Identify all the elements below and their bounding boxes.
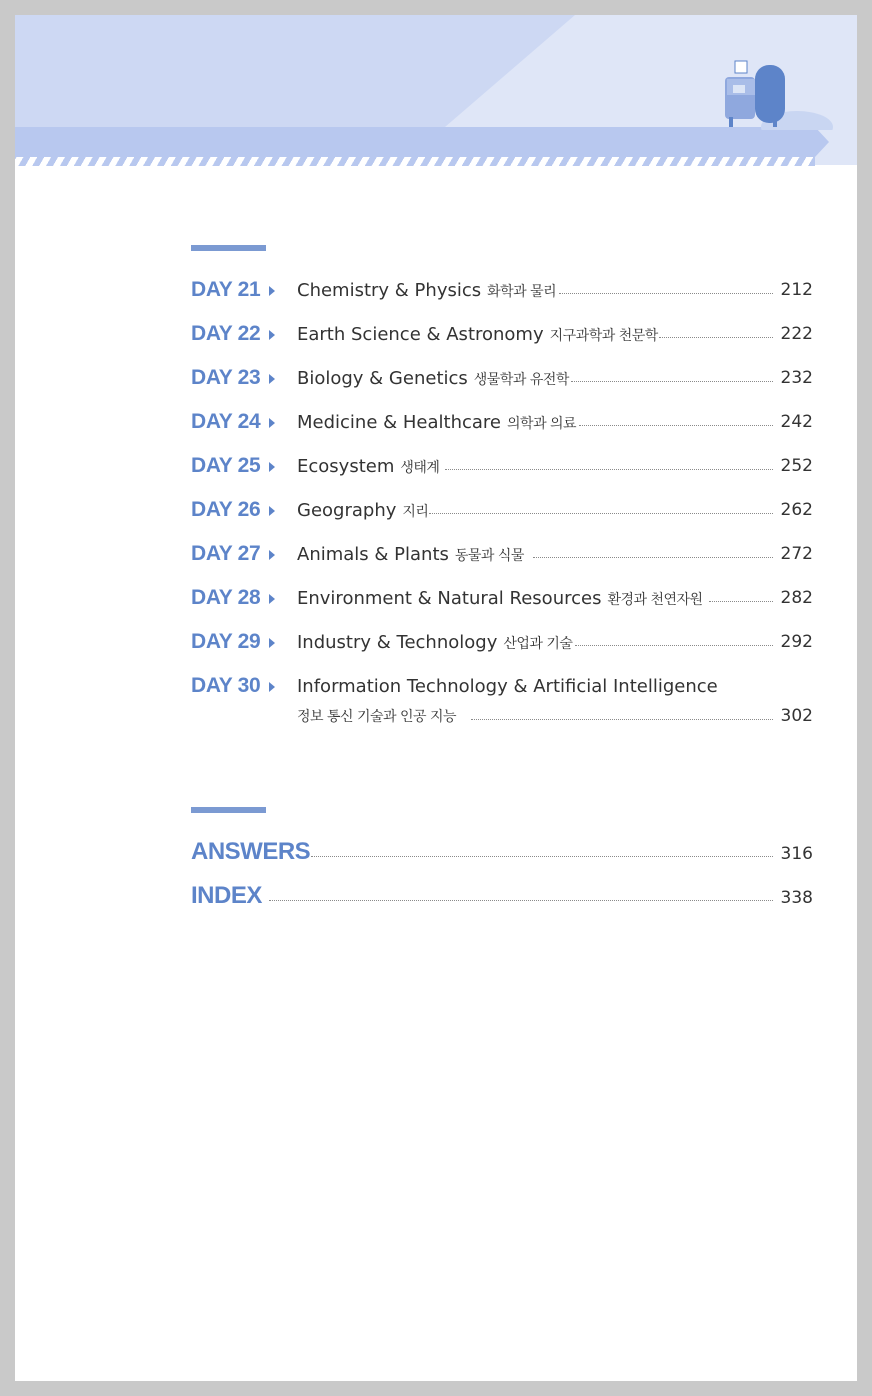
- dot-leader: [429, 513, 773, 514]
- triangle-icon: [269, 550, 275, 560]
- day-label: DAY 22: [191, 322, 261, 345]
- toc-title: Chemistry & Physics 화학과 물리: [297, 280, 557, 301]
- toc-row-23[interactable]: [191, 366, 813, 396]
- section-divider: [191, 245, 266, 251]
- day-label: DAY 30: [191, 674, 261, 697]
- dot-leader: [659, 337, 773, 338]
- toc-row-29[interactable]: [191, 630, 813, 660]
- triangle-icon: [269, 330, 275, 340]
- toc-row-24[interactable]: [191, 410, 813, 440]
- day-label: DAY 21: [191, 278, 261, 301]
- page-number: 302: [780, 706, 813, 726]
- dot-leader: [579, 425, 773, 426]
- index-label: INDEX: [191, 882, 262, 909]
- toc-row-25[interactable]: [191, 454, 813, 484]
- triangle-icon: [269, 594, 275, 604]
- toc-row-22[interactable]: [191, 322, 813, 352]
- page-number: 338: [780, 888, 813, 908]
- triangle-icon: [269, 462, 275, 472]
- toc-title: Geography 지리: [297, 500, 429, 521]
- toc-row-27[interactable]: [191, 542, 813, 572]
- triangle-icon: [269, 374, 275, 384]
- triangle-icon: [269, 286, 275, 296]
- toc-title: Industry & Technology 산업과 기술: [297, 632, 573, 653]
- header-stripes: [15, 157, 815, 166]
- toc-title: Information Technology & Artificial Intelligence: [297, 676, 718, 697]
- toc-korean: 정보 통신 기술과 인공 지능: [297, 709, 457, 725]
- toc-title: Animals & Plants 동물과 식물: [297, 544, 524, 565]
- triangle-icon: [269, 682, 275, 692]
- toc-row-21[interactable]: [191, 278, 813, 308]
- day-label: DAY 23: [191, 366, 261, 389]
- dot-leader: [471, 719, 773, 720]
- dot-leader: [571, 381, 773, 382]
- dot-leader: [269, 900, 773, 901]
- toc-title: Ecosystem 생태계: [297, 456, 440, 477]
- ribbon-arrow: [815, 127, 829, 157]
- day-label: DAY 24: [191, 410, 261, 433]
- page-number: 262: [780, 500, 813, 520]
- page-number: 272: [780, 544, 813, 564]
- page-number: 282: [780, 588, 813, 608]
- answers-row[interactable]: [191, 838, 813, 868]
- triangle-icon: [269, 418, 275, 428]
- page-number: 292: [780, 632, 813, 652]
- toc-title: Earth Science & Astronomy 지구과학과 천문학: [297, 324, 658, 345]
- day-label: DAY 26: [191, 498, 261, 521]
- dot-leader: [575, 645, 773, 646]
- day-label: DAY 29: [191, 630, 261, 653]
- toc-row-28[interactable]: [191, 586, 813, 616]
- page-number: 252: [780, 456, 813, 476]
- header-ribbon: [15, 127, 815, 157]
- triangle-icon: [269, 638, 275, 648]
- toc-title: Biology & Genetics 생물학과 유전학: [297, 368, 569, 389]
- mailbox-icon: [715, 55, 835, 130]
- section-divider: [191, 807, 266, 813]
- toc-title: Medicine & Healthcare 의학과 의료: [297, 412, 577, 433]
- answers-label: ANSWERS: [191, 838, 311, 865]
- toc-row-30[interactable]: [191, 674, 813, 736]
- day-label: DAY 25: [191, 454, 261, 477]
- page-number: 212: [780, 280, 813, 300]
- dot-leader: [311, 856, 773, 857]
- day-label: DAY 28: [191, 586, 261, 609]
- toc-row-26[interactable]: [191, 498, 813, 528]
- dot-leader: [533, 557, 773, 558]
- book-page: [15, 15, 857, 1381]
- dot-leader: [559, 293, 773, 294]
- page-number: 242: [780, 412, 813, 432]
- toc-subline: [191, 704, 813, 734]
- day-label: DAY 27: [191, 542, 261, 565]
- dot-leader: [709, 601, 773, 602]
- toc-title: Environment & Natural Resources 환경과 천연자원: [297, 588, 703, 609]
- triangle-icon: [269, 506, 275, 516]
- page-number: 232: [780, 368, 813, 388]
- dot-leader: [445, 469, 773, 470]
- index-row[interactable]: [191, 882, 813, 912]
- page-number: 316: [780, 844, 813, 864]
- page-number: 222: [780, 324, 813, 344]
